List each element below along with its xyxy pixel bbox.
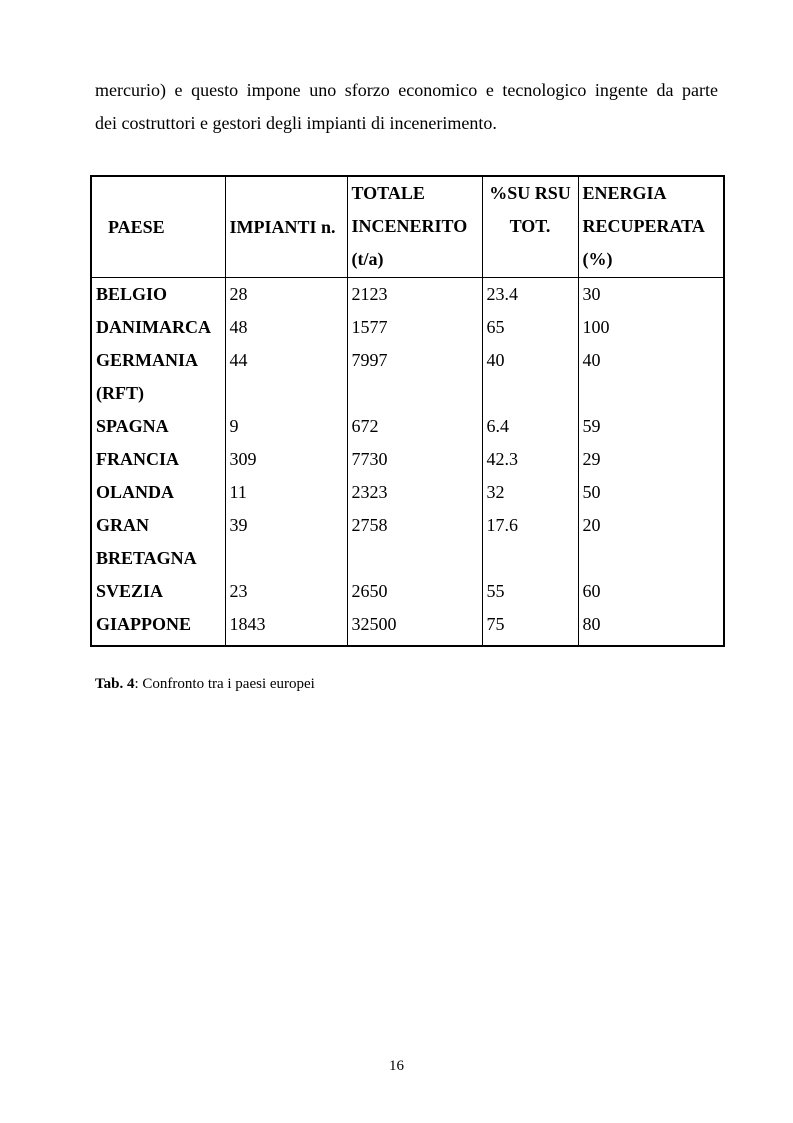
cell-energia (578, 344, 724, 410)
cell-rsu-text: 32 (486, 482, 505, 502)
cell-totale (347, 410, 482, 443)
caption-text: : Confronto tra i paesi europei (134, 676, 315, 692)
cell-rsu (482, 509, 578, 575)
cell-totale-text: 7730 (351, 449, 388, 469)
cell-impianti-text: 39 (229, 515, 248, 535)
cell-totale (347, 443, 482, 476)
cell-paese (91, 476, 225, 509)
cell-rsu (482, 608, 578, 646)
cell-rsu-text: 17.6 (486, 515, 518, 535)
cell-energia-text: 40 (582, 350, 601, 370)
table-caption (95, 676, 315, 693)
header-totale-line1: TOTALE (351, 183, 425, 203)
cell-paese-text: DANIMARCA (96, 317, 211, 337)
header-totale (347, 176, 482, 278)
cell-impianti-text: 44 (229, 350, 248, 370)
cell-rsu (482, 476, 578, 509)
cell-energia-text: 29 (582, 449, 601, 469)
cell-energia-text: 100 (582, 317, 610, 337)
header-paese (91, 176, 225, 278)
table-row (91, 509, 724, 575)
cell-paese-text: GRAN (96, 515, 149, 535)
cell-impianti-text: 23 (229, 581, 248, 601)
cell-paese-text: BELGIO (96, 284, 168, 304)
table-body (91, 278, 724, 647)
cell-totale-text: 2323 (351, 482, 388, 502)
cell-impianti (225, 311, 347, 344)
cell-totale-text: 2123 (351, 284, 388, 304)
countries-table (90, 175, 725, 647)
cell-paese-line2: BRETAGNA (96, 548, 197, 568)
cell-rsu (482, 344, 578, 410)
cell-totale (347, 608, 482, 646)
table-row (91, 608, 724, 646)
header-rsu-line1: %SU RSU (489, 183, 571, 203)
paragraph-line-2: dei costruttori e gestori degli impianti di incenerimento. (95, 113, 497, 133)
cell-energia (578, 278, 724, 312)
cell-paese (91, 575, 225, 608)
header-energia-line3: (%) (582, 249, 613, 269)
cell-energia (578, 476, 724, 509)
header-energia-line1: ENERGIA (582, 183, 667, 203)
cell-totale-text: 2650 (351, 581, 388, 601)
header-totale-line2: INCENERITO (351, 216, 468, 236)
caption-label: Tab. 4 (95, 676, 135, 692)
cell-rsu-text: 40 (486, 350, 505, 370)
cell-impianti (225, 476, 347, 509)
cell-totale-text: 32500 (351, 614, 397, 634)
cell-rsu-text: 6.4 (486, 416, 509, 436)
cell-paese-text: FRANCIA (96, 449, 179, 469)
cell-totale (347, 278, 482, 312)
cell-totale (347, 476, 482, 509)
cell-rsu (482, 443, 578, 476)
table-row (91, 344, 724, 410)
cell-energia (578, 410, 724, 443)
cell-rsu-text: 55 (486, 581, 505, 601)
table-header-row (91, 176, 724, 278)
cell-impianti-text: 9 (229, 416, 239, 436)
cell-totale (347, 575, 482, 608)
cell-impianti-text: 309 (229, 449, 257, 469)
cell-energia-text: 20 (582, 515, 601, 535)
header-rsu (482, 176, 578, 278)
cell-energia-text: 50 (582, 482, 601, 502)
header-totale-line3: (t/a) (351, 249, 384, 269)
cell-impianti (225, 278, 347, 312)
cell-totale (347, 509, 482, 575)
cell-paese (91, 443, 225, 476)
cell-energia (578, 509, 724, 575)
table-row (91, 443, 724, 476)
page-number: 16 (389, 1058, 404, 1074)
cell-totale-text: 7997 (351, 350, 388, 370)
cell-paese-text: GERMANIA (96, 350, 198, 370)
cell-rsu (482, 575, 578, 608)
cell-impianti-text: 1843 (229, 614, 266, 634)
table-row (91, 311, 724, 344)
cell-impianti-text: 11 (229, 482, 247, 502)
cell-totale (347, 311, 482, 344)
header-impianti-text: IMPIANTI n. (229, 216, 336, 237)
cell-energia (578, 575, 724, 608)
cell-rsu (482, 278, 578, 312)
cell-paese (91, 278, 225, 312)
cell-totale-text: 1577 (351, 317, 388, 337)
cell-rsu-text: 75 (486, 614, 505, 634)
cell-impianti-text: 28 (229, 284, 248, 304)
cell-impianti (225, 443, 347, 476)
cell-paese (91, 344, 225, 410)
cell-energia (578, 443, 724, 476)
body-paragraph (95, 74, 718, 140)
header-impianti (225, 176, 347, 278)
cell-paese (91, 410, 225, 443)
header-paese-text: PAESE (108, 216, 165, 237)
cell-rsu-text: 65 (486, 317, 505, 337)
table-row (91, 575, 724, 608)
header-rsu-line2: TOT. (509, 216, 551, 236)
header-energia-line2: RECUPERATA (582, 216, 705, 236)
table-row (91, 410, 724, 443)
table-row (91, 278, 724, 312)
cell-energia-text: 59 (582, 416, 601, 436)
cell-energia (578, 311, 724, 344)
cell-impianti (225, 575, 347, 608)
cell-impianti-text: 48 (229, 317, 248, 337)
cell-rsu-text: 23.4 (486, 284, 518, 304)
header-energia (578, 176, 724, 278)
cell-totale (347, 344, 482, 410)
cell-totale-text: 672 (351, 416, 379, 436)
cell-impianti (225, 509, 347, 575)
cell-impianti (225, 410, 347, 443)
cell-energia-text: 30 (582, 284, 601, 304)
cell-energia-text: 60 (582, 581, 601, 601)
cell-impianti (225, 344, 347, 410)
cell-totale-text: 2758 (351, 515, 388, 535)
cell-energia (578, 608, 724, 646)
cell-paese-line2: (RFT) (96, 383, 144, 403)
cell-rsu (482, 311, 578, 344)
cell-rsu-text: 42.3 (486, 449, 518, 469)
cell-paese (91, 311, 225, 344)
cell-paese (91, 608, 225, 646)
cell-paese-text: OLANDA (96, 482, 175, 502)
paragraph-line-1: mercurio) e questo impone uno sforzo economico e tecnologico ingente da parte (95, 80, 718, 100)
cell-paese-text: GIAPPONE (96, 614, 192, 634)
cell-paese-text: SVEZIA (96, 581, 164, 601)
cell-impianti (225, 608, 347, 646)
cell-energia-text: 80 (582, 614, 601, 634)
cell-paese-text: SPAGNA (96, 416, 169, 436)
cell-paese (91, 509, 225, 575)
table-row (91, 476, 724, 509)
cell-rsu (482, 410, 578, 443)
